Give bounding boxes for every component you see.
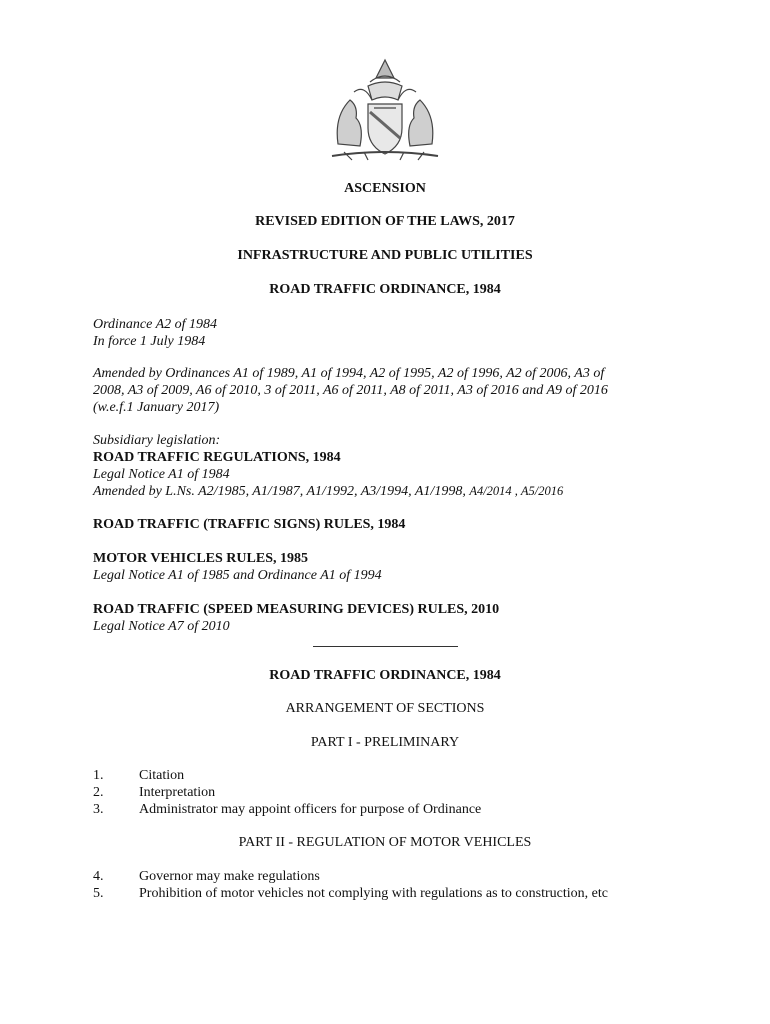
territory-heading: ASCENSION — [344, 181, 426, 196]
edition-heading: REVISED EDITION OF THE LAWS, 2017 — [255, 214, 515, 229]
section-number: 1. — [93, 768, 104, 783]
subsidiary-amendments-main: Amended by L.Ns. A2/1985, A1/1987, A1/1992, A3/1994, A1/1998, — [93, 484, 470, 499]
subsidiary-title: ROAD TRAFFIC REGULATIONS, 1984 — [93, 450, 341, 465]
section-number: 4. — [93, 869, 104, 884]
section-title: Prohibition of motor vehicles not complying with regulations as to construction, etc — [139, 886, 608, 901]
ordinance-number: Ordinance A2 of 1984 — [93, 317, 218, 332]
subsidiary-block-motor-vehicles — [93, 550, 693, 584]
subsidiary-amendments — [93, 483, 693, 500]
subsidiary-note: Legal Notice A1 of 1985 and Ordinance A1 of 1994 — [93, 568, 382, 583]
part-heading: PART I - PRELIMINARY — [310, 735, 460, 750]
subsidiary-title: ROAD TRAFFIC (SPEED MEASURING DEVICES) RULES, 2010 — [93, 602, 500, 617]
part-heading: PART II - REGULATION OF MOTOR VEHICLES — [238, 835, 532, 850]
subsidiary-amendments-small: A4/2014 , A5/2016 — [469, 484, 564, 498]
ordinance-info — [93, 316, 693, 350]
arrangement-heading: ARRANGEMENT OF SECTIONS — [285, 701, 485, 716]
amendments-note — [93, 365, 683, 416]
subsidiary-note: Legal Notice A1 of 1984 — [93, 467, 230, 482]
ordinance-title: ROAD TRAFFIC ORDINANCE, 1984 — [269, 282, 501, 297]
category-heading: INFRASTRUCTURE AND PUBLIC UTILITIES — [237, 248, 533, 263]
subsidiary-block-regulations — [93, 432, 693, 500]
section-number: 5. — [93, 886, 104, 901]
subsidiary-note: Legal Notice A7 of 2010 — [93, 619, 230, 634]
amendments-line: 2008, A3 of 2009, A6 of 2010, 3 of 2011, A6 of 2011, A8 of 2011, A3 of 2016 and A9 of 2016 — [93, 383, 608, 398]
section-divider — [313, 646, 458, 647]
section-number: 2. — [93, 785, 104, 800]
section-title: Interpretation — [139, 785, 216, 800]
subsidiary-heading: Subsidiary legislation: — [93, 433, 221, 448]
subsidiary-title: ROAD TRAFFIC (TRAFFIC SIGNS) RULES, 1984 — [93, 517, 406, 532]
section-title: Administrator may appoint officers for purpose of Ordinance — [139, 802, 482, 817]
subsidiary-title: MOTOR VEHICLES RULES, 1985 — [93, 551, 308, 566]
section-title: Citation — [139, 768, 185, 783]
arrangement-title: ROAD TRAFFIC ORDINANCE, 1984 — [269, 668, 501, 683]
amendments-line: (w.e.f.1 January 2017) — [93, 400, 220, 415]
section-number: 3. — [93, 802, 104, 817]
in-force-date: In force 1 July 1984 — [93, 334, 206, 349]
amendments-line: Amended by Ordinances A1 of 1989, A1 of 1994, A2 of 1995, A2 of 1996, A2 of 2006, A3 of — [93, 366, 605, 381]
coat-of-arms-icon — [324, 56, 446, 166]
subsidiary-block-speed-devices — [93, 601, 693, 635]
section-title: Governor may make regulations — [139, 869, 320, 884]
